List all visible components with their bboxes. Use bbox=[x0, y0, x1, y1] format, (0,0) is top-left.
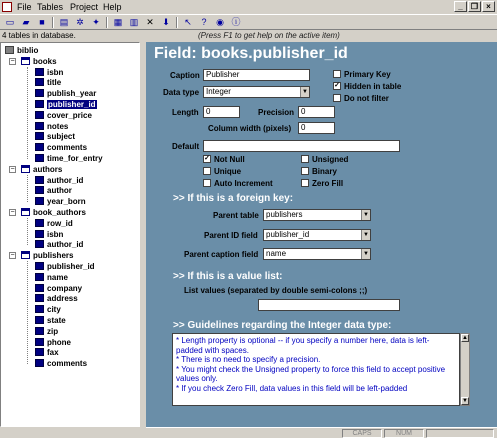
tree-field-label: state bbox=[47, 316, 66, 325]
field-icon bbox=[35, 154, 44, 162]
tree-field-label: zip bbox=[47, 326, 59, 336]
field-icon bbox=[35, 111, 44, 119]
table-icon[interactable]: ▦ bbox=[113, 17, 123, 27]
primary-key-label: Primary Key bbox=[344, 70, 391, 79]
zero-fill-checkbox[interactable] bbox=[301, 179, 309, 187]
tree-field-isbn[interactable] bbox=[35, 229, 63, 240]
table-count-text: 4 tables in database. bbox=[2, 31, 76, 40]
field-icon bbox=[35, 143, 44, 151]
column-width-input[interactable]: 0 bbox=[298, 122, 335, 134]
tools-icon[interactable]: ✲ bbox=[76, 17, 84, 27]
parent-table-value: publishers bbox=[266, 210, 303, 219]
guidelines-heading: >> Guidelines regarding the Integer data type: bbox=[173, 320, 392, 331]
tree-table-label: book_authors bbox=[33, 208, 86, 217]
field-icon bbox=[35, 68, 44, 76]
datatype-label: Data type bbox=[163, 88, 200, 97]
restore-button[interactable]: ❐ bbox=[468, 1, 481, 12]
tree-table-label: books bbox=[33, 56, 57, 66]
tree-field-label: city bbox=[47, 305, 61, 315]
unique-label: Unique bbox=[214, 167, 242, 176]
status-empty-cell bbox=[426, 429, 494, 438]
parent-id-label: Parent ID field bbox=[204, 231, 258, 240]
menu-file[interactable]: File bbox=[17, 2, 32, 12]
field-icon bbox=[35, 305, 44, 313]
menu-tables[interactable]: Tables bbox=[37, 2, 64, 12]
chevron-down-icon[interactable]: ▼ bbox=[300, 87, 309, 97]
guideline-line: * You might check the Unsigned property to force this field to accept positive values only. bbox=[176, 364, 446, 383]
tree-table-label: authors bbox=[33, 164, 63, 174]
tree-field-city[interactable] bbox=[35, 304, 61, 315]
help-pointer-icon[interactable]: ↖ bbox=[184, 17, 192, 27]
tree-field-label: company bbox=[47, 283, 83, 293]
field-icon bbox=[35, 176, 44, 184]
info-icon[interactable]: ⓘ bbox=[231, 17, 241, 27]
field-icon bbox=[35, 273, 44, 281]
primary-key-checkbox[interactable] bbox=[333, 70, 341, 78]
wand-icon[interactable]: ✦ bbox=[92, 17, 100, 27]
properties-icon[interactable]: ▤ bbox=[59, 17, 69, 27]
tree-horizontal-scrollbar[interactable] bbox=[0, 427, 146, 438]
binary-checkbox[interactable] bbox=[301, 167, 309, 175]
datatype-select[interactable] bbox=[203, 86, 310, 98]
status-line bbox=[0, 31, 497, 42]
tree-field-label: title bbox=[47, 78, 62, 88]
tree-root-label: biblio bbox=[17, 46, 39, 55]
tree-field-notes[interactable] bbox=[35, 121, 68, 132]
table-icon bbox=[21, 208, 30, 216]
field-title: Field: books.publisher_id bbox=[154, 45, 348, 62]
tree-connector bbox=[27, 261, 28, 364]
precision-input[interactable]: 0 bbox=[298, 106, 335, 118]
tree-table-book_authors[interactable] bbox=[21, 207, 86, 218]
caps-indicator: CAPS bbox=[342, 429, 382, 438]
field-icon bbox=[35, 359, 44, 367]
tree-field-label: fax bbox=[47, 348, 59, 358]
tree-field-label: phone bbox=[47, 337, 71, 347]
tree-field-isbn[interactable] bbox=[35, 67, 63, 78]
list-values-input[interactable] bbox=[258, 299, 400, 311]
scroll-down-icon[interactable]: ▼ bbox=[462, 398, 468, 404]
save-icon[interactable]: ■ bbox=[39, 17, 45, 27]
delete-icon[interactable]: ✕ bbox=[146, 17, 154, 27]
tree-field-publisher_id[interactable] bbox=[35, 261, 95, 272]
do-not-filter-label: Do not filter bbox=[344, 94, 389, 103]
parent-table-label: Parent table bbox=[213, 211, 259, 220]
collapse-icon[interactable]: − bbox=[10, 252, 15, 260]
parent-id-value: publisher_id bbox=[266, 230, 310, 239]
default-input[interactable] bbox=[203, 140, 400, 152]
tree-field-phone[interactable] bbox=[35, 337, 71, 348]
field-icon bbox=[35, 262, 44, 270]
auto-increment-checkbox[interactable] bbox=[203, 179, 211, 187]
tree-field-subject[interactable] bbox=[35, 131, 75, 142]
tree-field-address[interactable] bbox=[35, 293, 78, 304]
field-icon bbox=[35, 89, 44, 97]
guidelines-scrollbar[interactable] bbox=[460, 333, 470, 406]
tree-connector bbox=[27, 67, 28, 159]
datatype-value: Integer bbox=[206, 87, 231, 96]
field-icon bbox=[35, 230, 44, 238]
tree-field-label: author_id bbox=[47, 175, 84, 185]
tree-field-label: time_for_entry bbox=[47, 154, 103, 163]
tree-connector bbox=[27, 175, 28, 202]
field-icon bbox=[35, 240, 44, 248]
minimize-button[interactable]: _ bbox=[454, 1, 467, 12]
do-not-filter-checkbox[interactable] bbox=[333, 94, 341, 102]
unique-checkbox[interactable] bbox=[203, 167, 211, 175]
collapse-icon[interactable]: − bbox=[10, 209, 15, 216]
menu-help[interactable]: Help bbox=[103, 2, 122, 12]
precision-label: Precision bbox=[258, 108, 295, 117]
database-tree[interactable] bbox=[0, 42, 140, 427]
globe-icon[interactable]: ◉ bbox=[216, 17, 224, 27]
hidden-in-table-checkbox[interactable]: ✓ bbox=[334, 82, 340, 89]
parent-caption-label: Parent caption field bbox=[184, 250, 259, 259]
toolbar bbox=[0, 14, 497, 30]
field-icon bbox=[35, 294, 44, 302]
tree-field-row_id[interactable] bbox=[35, 218, 73, 229]
tree-field-label: year_born bbox=[47, 197, 86, 207]
tree-field-label: isbn bbox=[47, 229, 64, 239]
tree-field-label: author bbox=[47, 186, 72, 196]
move-down-icon[interactable]: ⬇ bbox=[162, 17, 170, 27]
parent-caption-value: name bbox=[266, 249, 287, 258]
tree-field-year_born[interactable] bbox=[35, 196, 86, 207]
parent-caption-select[interactable] bbox=[263, 248, 371, 260]
field-properties-panel bbox=[146, 42, 497, 427]
field-icon bbox=[35, 338, 44, 346]
hidden-in-table-label: Hidden in table bbox=[344, 82, 402, 91]
guideline-line: * There is no need to specify a precision. bbox=[176, 355, 321, 364]
tree-field-label: comments bbox=[47, 359, 88, 369]
tree-field-cover_price[interactable] bbox=[35, 110, 92, 121]
tree-root[interactable] bbox=[5, 45, 38, 56]
menu-bar bbox=[0, 0, 497, 14]
help-hint-text: (Press F1 to get help on the active item) bbox=[198, 31, 340, 40]
guideline-line: * Length property is optional -- if you specify a number here, data is left-padded with spaces. bbox=[176, 336, 430, 355]
tree-field-author[interactable] bbox=[35, 185, 72, 196]
field-icon bbox=[35, 316, 44, 324]
foreign-key-heading: >> If this is a foreign key: bbox=[173, 193, 294, 204]
table-icon bbox=[21, 57, 30, 65]
tree-field-label: author_id bbox=[47, 240, 84, 250]
tree-field-comments[interactable] bbox=[35, 142, 87, 153]
tree-field-name[interactable] bbox=[35, 272, 68, 283]
field-icon bbox=[35, 186, 44, 194]
field-icon bbox=[35, 132, 44, 140]
collapse-icon[interactable]: − bbox=[10, 165, 15, 173]
tree-field-label: subject bbox=[47, 132, 76, 142]
close-button[interactable]: × bbox=[482, 1, 495, 12]
tree-connector bbox=[27, 218, 28, 245]
tree-field-author_id[interactable] bbox=[35, 175, 83, 186]
unsigned-checkbox[interactable] bbox=[301, 155, 309, 163]
tree-field-company[interactable] bbox=[35, 283, 82, 294]
tree-field-label: row_id bbox=[47, 218, 73, 228]
caption-label: Caption bbox=[170, 71, 200, 80]
tree-table-books[interactable] bbox=[21, 56, 57, 67]
tree-field-state[interactable] bbox=[35, 315, 66, 326]
not-null-label: Not Null bbox=[214, 155, 245, 164]
zero-fill-label: Zero Fill bbox=[312, 179, 344, 188]
auto-increment-label: Auto Increment bbox=[214, 179, 273, 188]
tree-table-publishers[interactable] bbox=[21, 250, 73, 261]
field-icon bbox=[35, 327, 44, 335]
app-icon[interactable] bbox=[2, 2, 12, 12]
tree-field-label: publisher_id bbox=[47, 262, 95, 271]
tree-field-label: cover_price bbox=[47, 110, 92, 120]
tree-table-label: publishers bbox=[33, 251, 74, 261]
length-input[interactable]: 0 bbox=[203, 106, 240, 118]
default-label: Default bbox=[172, 142, 200, 151]
column-width-label: Column width (pixels) bbox=[208, 124, 292, 133]
tree-field-title[interactable] bbox=[35, 77, 61, 88]
length-label: Length bbox=[172, 108, 199, 117]
value-list-heading: >> If this is a value list: bbox=[173, 271, 283, 282]
table-icon bbox=[21, 165, 30, 173]
field-icon bbox=[35, 348, 44, 356]
tree-field-label: address bbox=[47, 294, 78, 304]
tree-field-label: publish_year bbox=[47, 89, 97, 99]
chevron-down-icon[interactable]: ▼ bbox=[361, 210, 370, 220]
field-icon bbox=[35, 100, 44, 108]
not-null-checkbox[interactable]: ✓ bbox=[204, 155, 210, 162]
field-icon bbox=[35, 122, 44, 130]
tree-field-label: comments bbox=[47, 143, 88, 153]
tree-field-label: isbn bbox=[47, 67, 64, 77]
help-icon[interactable]: ? bbox=[201, 17, 207, 27]
new-icon[interactable]: ▭ bbox=[5, 17, 15, 27]
chevron-down-icon[interactable]: ▼ bbox=[361, 249, 370, 259]
collapse-icon[interactable]: − bbox=[10, 57, 15, 65]
parent-id-select[interactable] bbox=[263, 229, 371, 241]
parent-table-select[interactable] bbox=[263, 209, 371, 221]
guideline-line: * If you check Zero Fill, data values in this field will be left-padded bbox=[176, 383, 408, 393]
field-icon bbox=[35, 78, 44, 86]
caption-input[interactable]: Publisher bbox=[203, 69, 310, 81]
chevron-down-icon[interactable]: ▼ bbox=[361, 230, 370, 240]
table-icon bbox=[21, 251, 30, 259]
list-values-label: List values (separated by double semi-colons ;;) bbox=[184, 286, 368, 295]
tree-field-author_id[interactable] bbox=[35, 239, 83, 250]
tree-field-label: name bbox=[47, 272, 68, 282]
tree-field-publish_year[interactable] bbox=[35, 88, 96, 99]
tree-table-authors[interactable] bbox=[21, 164, 62, 175]
open-icon[interactable]: ▰ bbox=[22, 17, 30, 27]
unsigned-label: Unsigned bbox=[312, 155, 349, 164]
menu-project[interactable]: Project bbox=[70, 2, 99, 12]
scroll-up-icon[interactable]: ▲ bbox=[462, 335, 468, 341]
tree-field-fax[interactable] bbox=[35, 347, 59, 358]
tree-field-zip[interactable] bbox=[35, 326, 58, 337]
database-icon bbox=[5, 46, 14, 54]
grid-icon[interactable]: ▥ bbox=[129, 17, 139, 27]
status-bar bbox=[146, 427, 497, 438]
tree-field-time_for_entry[interactable] bbox=[35, 153, 103, 164]
field-icon bbox=[35, 219, 44, 227]
field-icon bbox=[35, 197, 44, 205]
binary-label: Binary bbox=[312, 167, 337, 176]
tree-field-publisher_id[interactable] bbox=[35, 99, 97, 110]
guidelines-textarea[interactable] bbox=[172, 333, 460, 406]
num-indicator: NUM bbox=[384, 429, 424, 438]
tree-field-comments[interactable] bbox=[35, 358, 87, 369]
field-icon bbox=[35, 284, 44, 292]
tree-field-label: notes bbox=[47, 121, 69, 131]
tree-field-label: publisher_id bbox=[48, 100, 96, 109]
